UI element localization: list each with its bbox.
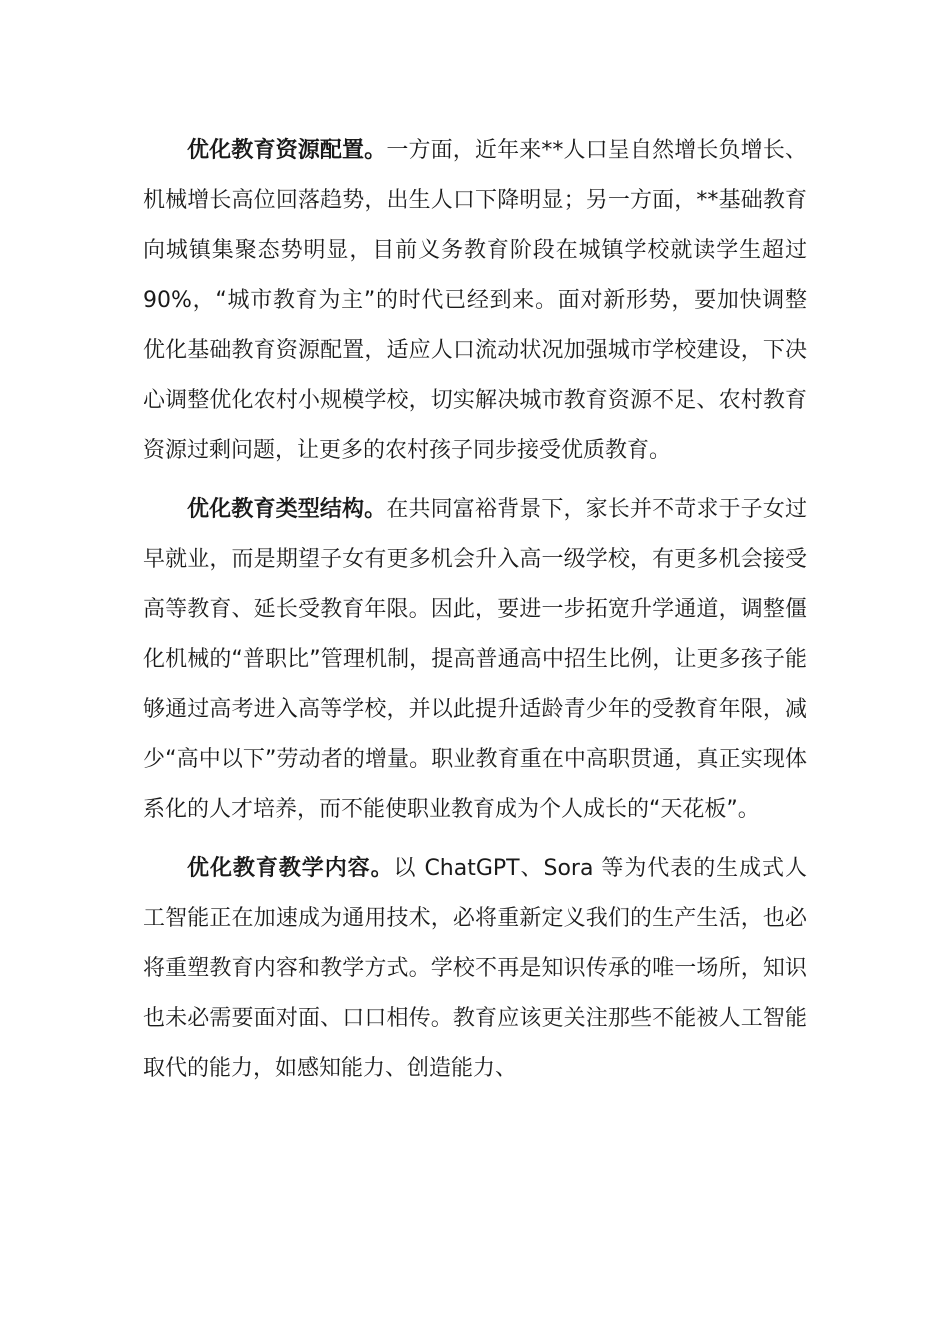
paragraph-teaching-content xyxy=(143,844,807,1094)
paragraph-text: 以 ChatGPT、Sora 等为代表的生成式人工智能正在加速成为通用技术，必将重新定义我们的生产生活，也必将重塑教育内容和教学方式。学校不再是知识传承的唯一场所，知识也未必需要面对面、口口相传。教育应该更关注那些不能被人工智能取代的能力，如感知能力、创造能力、 xyxy=(143,856,807,1081)
paragraph-text: 在共同富裕背景下，家长并不苛求于子女过早就业，而是期望子女有更多机会升入高一级学校，有更多机会接受高等教育、延长受教育年限。因此，要进一步拓宽升学通道，调整僵化机械的“普职比”管理机制，提高普通高中招生比例，让更多孩子能够通过高考进入高等学校，并以此提升适龄青少年的受教育年限，减少“高中以下”劳动者的增量。职业教育重在中高职贯通，真正实现体系化的人才培养，而不能使职业教育成为个人成长的“天花板”。 xyxy=(143,497,807,822)
document-body xyxy=(143,126,807,1103)
paragraph-heading: 优化教育类型结构。 xyxy=(187,497,387,522)
paragraph-type-structure xyxy=(143,485,807,835)
paragraph-heading: 优化教育资源配置。 xyxy=(187,138,387,163)
paragraph-resource-allocation xyxy=(143,126,807,476)
paragraph-text: 一方面，近年来**人口呈自然增长负增长、机械增长高位回落趋势，出生人口下降明显；另一方面，**基础教育向城镇集聚态势明显，目前义务教育阶段在城镇学校就读学生超过 90%，“城市教育为主”的时代已经到来。面对新形势，要加快调整优化基础教育资源配置，适应人口流动状况加强城市学校建设，下决心调整优化农村小规模学校，切实解决城市教育资源不足、农村教育资源过剩问题，让更多的农村孩子同步接受优质教育。 xyxy=(143,138,807,463)
paragraph-heading: 优化教育教学内容。 xyxy=(187,856,394,881)
